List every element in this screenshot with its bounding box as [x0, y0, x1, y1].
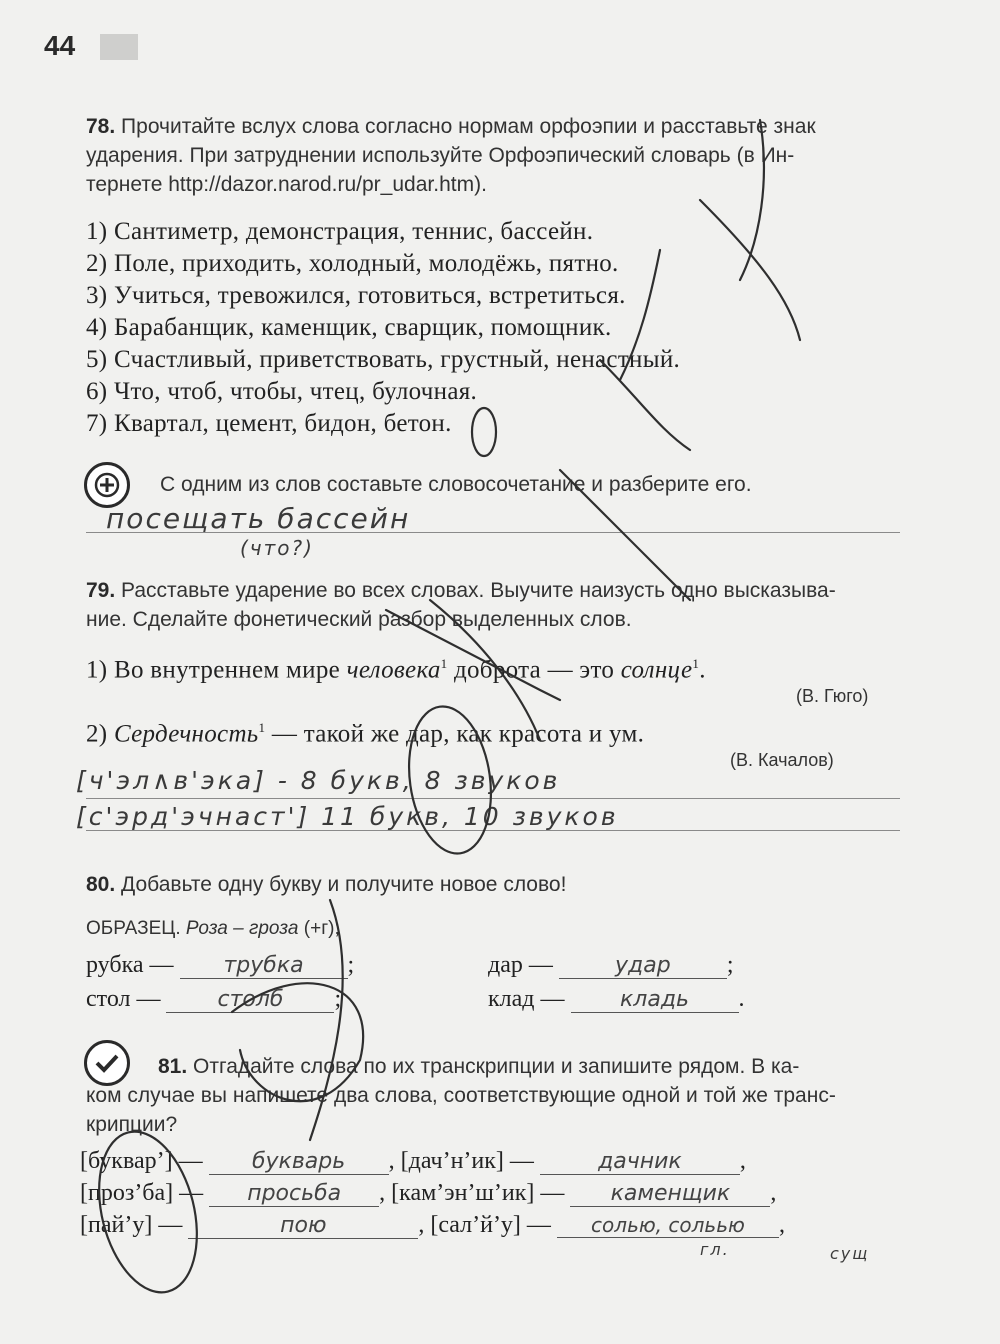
pair-word: дар —	[488, 952, 553, 978]
pair-answer: удар	[559, 953, 727, 979]
ex78-task: С одним из слов составьте словосочетание и разберите его.	[160, 473, 752, 496]
transcription: , [кам’эн’ш’ик] —	[379, 1180, 565, 1206]
transcription-answer: дачник	[540, 1149, 740, 1175]
ex79-handwritten-1: [ч'эл∧в'эка] - 8 букв, 8 звуков	[76, 766, 561, 795]
ex81-instruction-line1: Отгадайте слова по их транскрипции и запишите рядом. В ка-	[193, 1055, 800, 1078]
ex78-item: 7) Квартал, цемент, бидон, бетон.	[86, 410, 452, 437]
ex78-handwritten-question: (что?)	[240, 536, 314, 560]
ex78-instruction-line1: Прочитайте вслух слова согласно нормам орфоэпии и расставьте знак	[121, 115, 816, 138]
page-number: 44	[44, 30, 76, 61]
ex80-instruction-text: Добавьте одну букву и получите новое слово!	[121, 873, 567, 896]
pair-end: ;	[347, 952, 355, 978]
ex79-instruction-line1: Расставьте ударение во всех словах. Выучите наизусть одно высказыва-	[121, 579, 836, 602]
row-end: ,	[739, 1148, 746, 1174]
author-hugo: (В. Гюго)	[796, 686, 869, 706]
transcription-answer: просьба	[209, 1181, 379, 1207]
footnote-mark: 1	[258, 720, 266, 735]
ex78-instruction-line2: ударения. При затруднении используйте Орфоэпический словарь (в Ин-	[86, 144, 795, 167]
ex80-number: 80.	[86, 873, 116, 896]
note-verb: гл.	[700, 1240, 730, 1259]
ex81-number: 81.	[158, 1055, 188, 1078]
ex78-item: 5) Счастливый, приветствовать, грустный, ненастный.	[86, 346, 681, 373]
footnote-mark: 1	[440, 656, 448, 671]
ex81-instruction-line3: крипции?	[86, 1113, 178, 1136]
footnote-mark: 1	[692, 656, 700, 671]
quote1-text: доброта — это	[447, 656, 621, 684]
pair-answer: кладь	[571, 987, 739, 1013]
ex78-handwritten-answer: посещать бассейн	[106, 502, 411, 535]
sample-text: Роза – гроза	[185, 918, 299, 939]
ex78-instruction-line3: тернете http://dazor.narod.ru/pr_udar.htm).	[86, 173, 487, 196]
transcription: [буквар’] —	[80, 1148, 203, 1174]
ex78-item: 1) Сантиметр, демонстрация, теннис, бассейн.	[86, 218, 594, 245]
ex81-instruction-line2: ком случае вы напишете два слова, соответствующие одной и той же транс-	[86, 1084, 836, 1107]
quote1-text: 1) Во внутреннем мире	[86, 656, 347, 684]
transcription-answer: пою	[188, 1213, 418, 1239]
transcription: , [дач’н’ик] —	[388, 1148, 534, 1174]
transcription: [проз’ба] —	[80, 1180, 204, 1206]
transcription-answer: солью, сольью	[557, 1213, 779, 1238]
quote2-text: — такой же дар, как красота и ум.	[265, 720, 645, 748]
pair-answer: трубка	[180, 953, 348, 979]
ex78-item: 6) Что, чтоб, чтобы, чтец, булочная.	[86, 378, 478, 405]
ex79-handwritten-2: [с'эрд'эчнаст'] 11 букв, 10 звуков	[76, 802, 619, 831]
quote1-text: .	[699, 656, 706, 684]
pair-word: рубка —	[86, 952, 174, 978]
quote2-highlight: Сердечность	[113, 720, 259, 748]
author-kachalov: (В. Качалов)	[730, 750, 834, 770]
ex78-item: 3) Учиться, тревожился, готовиться, встретиться.	[86, 282, 626, 309]
transcription-answer: букварь	[209, 1149, 389, 1175]
ex78-item: 2) Поле, приходить, холодный, молодёжь, пятно.	[86, 250, 619, 277]
transcription-answer: каменщик	[570, 1181, 770, 1207]
row-end: ,	[770, 1180, 777, 1206]
quote1-highlight: солнце	[620, 656, 693, 684]
quote1-highlight: человека	[346, 656, 441, 684]
sample-tail: (+г);	[303, 918, 340, 939]
quote2-text: 2)	[86, 720, 114, 748]
sample-label: ОБРАЗЕЦ.	[86, 918, 181, 939]
ex79-number: 79.	[86, 579, 116, 602]
transcription: , [сал’й’у] —	[418, 1212, 551, 1238]
row-end: ,	[778, 1212, 785, 1238]
ex78-item: 4) Барабанщик, каменщик, сварщик, помощник.	[86, 314, 612, 341]
note-noun: сущ	[830, 1244, 870, 1263]
pair-end: ;	[334, 986, 342, 1012]
pair-word: стол —	[86, 986, 161, 1012]
ex78-number: 78.	[86, 115, 116, 138]
pair-end: .	[738, 986, 745, 1012]
pair-answer: столб	[166, 987, 334, 1013]
pair-end: ;	[726, 952, 734, 978]
pair-word: клад —	[488, 986, 565, 1012]
ex79-instruction-line2: ние. Сделайте фонетический разбор выделенных слов.	[86, 608, 632, 631]
transcription: [пай’у] —	[80, 1212, 183, 1238]
